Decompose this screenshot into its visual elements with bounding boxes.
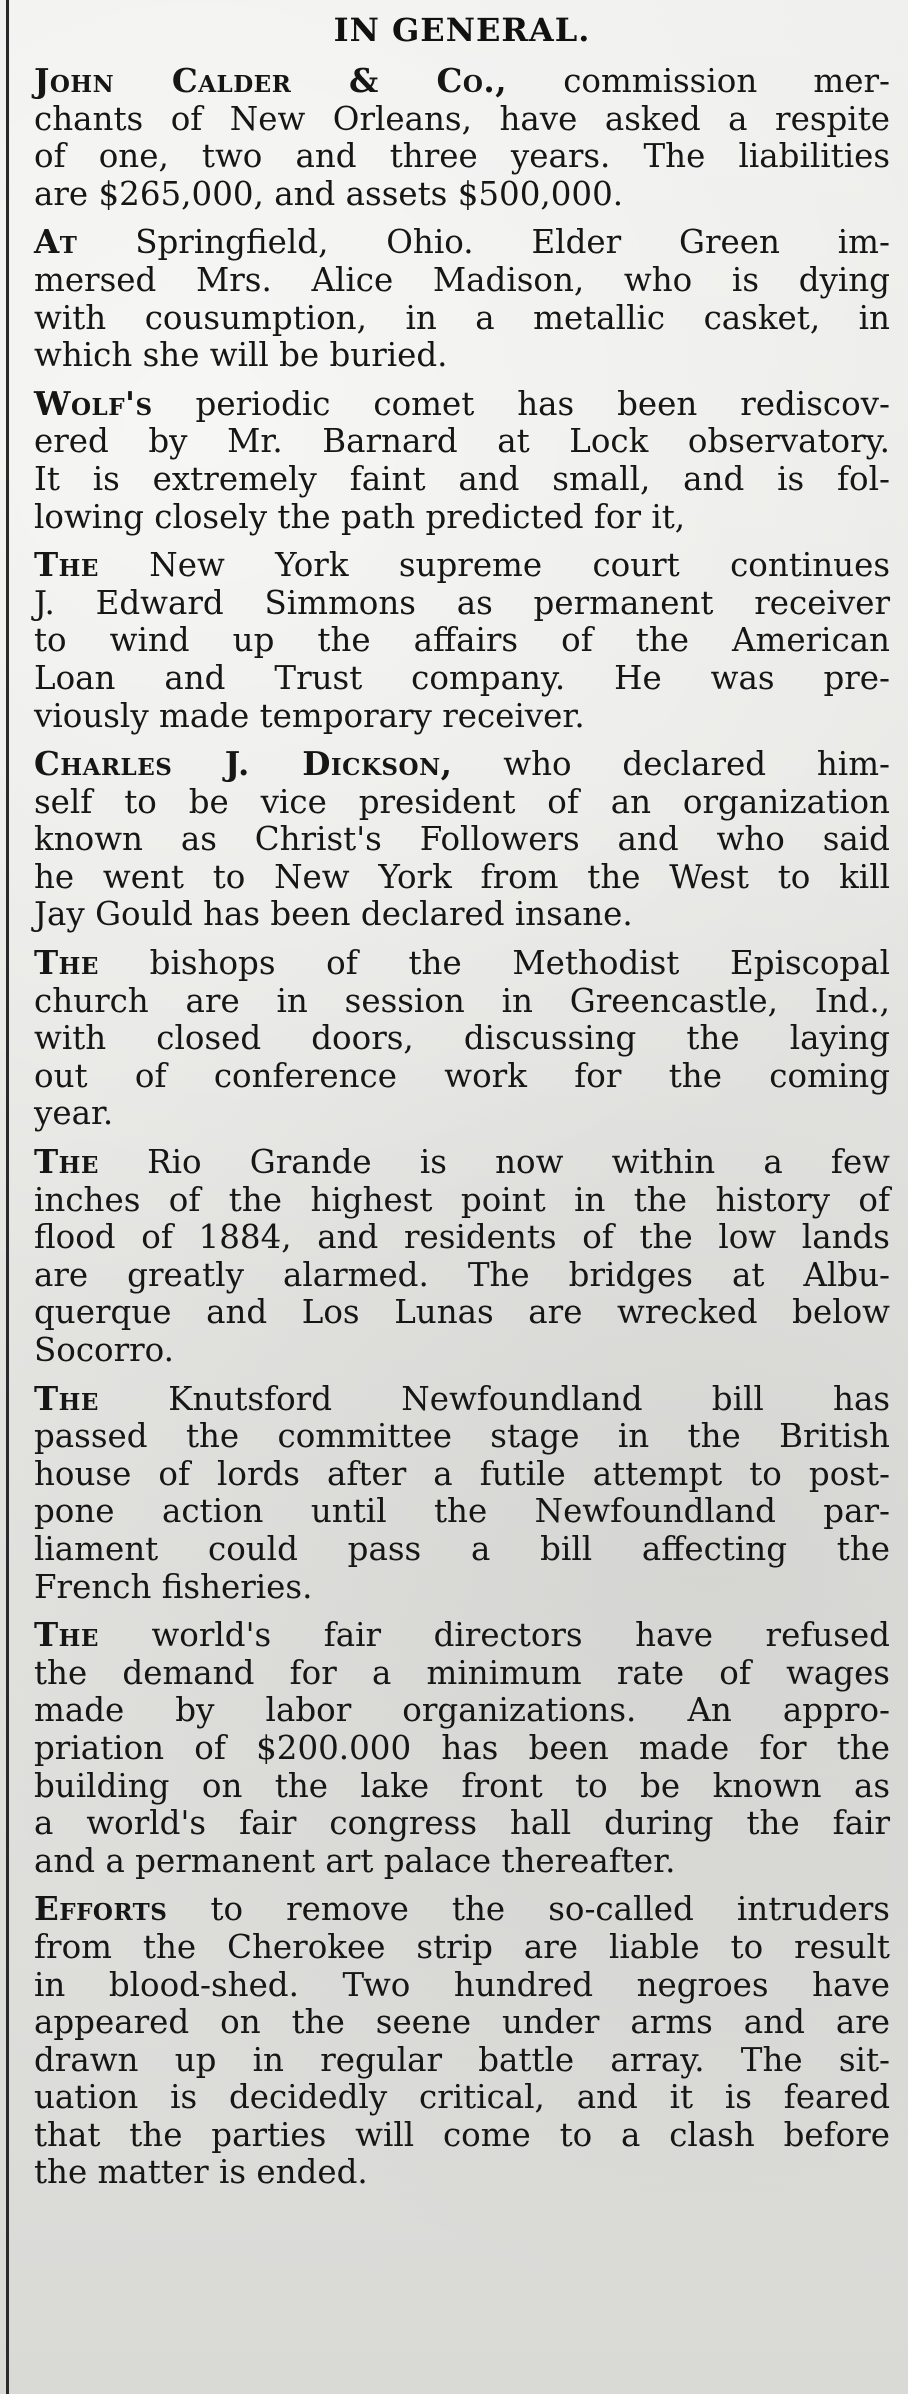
- text-line: with cousumption, in a metallic casket, in: [34, 298, 890, 337]
- text-line: French fisheries.: [34, 1567, 313, 1606]
- lead-in-caps: John Calder & Co.,: [34, 61, 508, 100]
- news-item: [34, 944, 890, 1133]
- column-headline: IN GENERAL.: [333, 11, 591, 49]
- lead-in-caps: The: [34, 1615, 99, 1655]
- text-line: church are in session in Greencastle, Ind.,: [34, 981, 890, 1020]
- text-line: are greatly alarmed. The bridges at Albu-: [34, 1255, 890, 1294]
- text-line: inches of the highest point in the history of: [34, 1180, 890, 1219]
- text-line: viously made temporary receiver.: [34, 696, 585, 735]
- news-item: [34, 745, 890, 934]
- text-line: house of lords after a futile attempt to post-: [34, 1454, 890, 1493]
- lead-in-caps: Efforts: [34, 1889, 168, 1929]
- text-line: querque and Los Lunas are wrecked below: [34, 1293, 890, 1332]
- text-line: the demand for a minimum rate of wages: [34, 1653, 890, 1692]
- text-line: that the parties will come to a clash before: [34, 2115, 890, 2154]
- text-line: mersed Mrs. Alice Madison, who is dying: [34, 260, 890, 299]
- text-line: The New York supreme court continues: [34, 545, 890, 585]
- text-line: Efforts to remove the so-called intruders: [34, 1889, 890, 1929]
- lead-in-caps: The: [34, 1142, 99, 1182]
- news-item: [34, 1143, 890, 1370]
- text-line: flood of 1884, and residents of the low lands: [34, 1218, 890, 1257]
- text-line: priation of $200.000 has been made for the: [34, 1728, 890, 1767]
- text-line: of one, two and three years. The liabilities: [34, 137, 890, 176]
- text-line: Charles J. Dickson, who declared him-: [34, 744, 890, 784]
- news-item: [34, 62, 890, 213]
- text-line: pone action until the Newfoundland par-: [34, 1492, 890, 1531]
- news-item: [34, 385, 890, 536]
- text-line: made by labor organizations. An appro-: [34, 1691, 890, 1730]
- text-line: Loan and Trust company. He was pre-: [34, 658, 890, 697]
- lead-in-caps: The: [34, 943, 99, 983]
- news-item: [34, 1616, 890, 1880]
- text-line: ered by Mr. Barnard at Lock observatory.: [34, 422, 890, 461]
- news-items: [34, 62, 890, 2192]
- text-line: The Knutsford Newfoundland bill has: [34, 1378, 890, 1418]
- text-line: Socorro.: [34, 1331, 174, 1369]
- text-line: are $265,000, and assets $500,000.: [34, 174, 624, 213]
- text-line: known as Christ's Followers and who said: [34, 820, 890, 859]
- text-line: with closed doors, discussing the laying: [34, 1019, 890, 1058]
- text-line: which she will be buried.: [34, 336, 448, 375]
- column-rule: [6, 0, 9, 2394]
- text-line: lowing closely the path predicted for it,: [34, 497, 686, 536]
- text-line: It is extremely faint and small, and is fol-: [34, 459, 890, 498]
- news-item: [34, 1380, 890, 1607]
- news-item: [34, 223, 890, 374]
- text-line: Wolf's periodic comet has been rediscov-: [34, 383, 890, 423]
- text-line: building on the lake front to be known as: [34, 1766, 890, 1805]
- lead-in-caps: Charles J. Dickson,: [34, 744, 453, 784]
- text-line: Jay Gould has been declared insane.: [34, 895, 633, 934]
- text-line: chants of New Orleans, have asked a respite: [34, 99, 890, 138]
- lead-in-caps: At: [34, 222, 78, 262]
- text-line: from the Cherokee strip are liable to result: [34, 1927, 890, 1966]
- text-line: year.: [34, 1094, 114, 1133]
- news-item: [34, 1890, 890, 2192]
- text-line: out of conference work for the coming: [34, 1056, 890, 1095]
- text-line: appeared on the seene under arms and are: [34, 2003, 890, 2042]
- lead-in-caps: The: [34, 545, 99, 585]
- text-line: he went to New York from the West to kill: [34, 857, 890, 896]
- text-line: drawn up in regular battle array. The sit-: [34, 2040, 890, 2079]
- text-line: John Calder & Co., commission mer-: [34, 61, 890, 100]
- text-line: passed the committee stage in the British: [34, 1417, 890, 1456]
- text-line: The world's fair directors have refused: [34, 1615, 890, 1655]
- text-line: At Springfield, Ohio. Elder Green im-: [34, 222, 890, 262]
- text-line: in blood-shed. Two hundred negroes have: [34, 1965, 890, 2004]
- text-line: The Rio Grande is now within a few: [34, 1142, 890, 1182]
- lead-in-caps: The: [34, 1378, 99, 1418]
- text-line: to wind up the affairs of the American: [34, 621, 890, 660]
- text-line: The bishops of the Methodist Episcopal: [34, 943, 890, 983]
- lead-in-caps: Wolf's: [34, 383, 153, 423]
- text-line: J. Edward Simmons as permanent receiver: [34, 583, 890, 622]
- text-line: liament could pass a bill affecting the: [34, 1529, 890, 1568]
- text-line: a world's fair congress hall during the fair: [34, 1804, 890, 1843]
- text-line: uation is decidedly critical, and it is feared: [34, 2078, 890, 2117]
- text-line: the matter is ended.: [34, 2153, 368, 2192]
- text-line: self to be vice president of an organization: [34, 782, 890, 821]
- text-line: and a permanent art palace thereafter.: [34, 1841, 676, 1880]
- news-item: [34, 546, 890, 735]
